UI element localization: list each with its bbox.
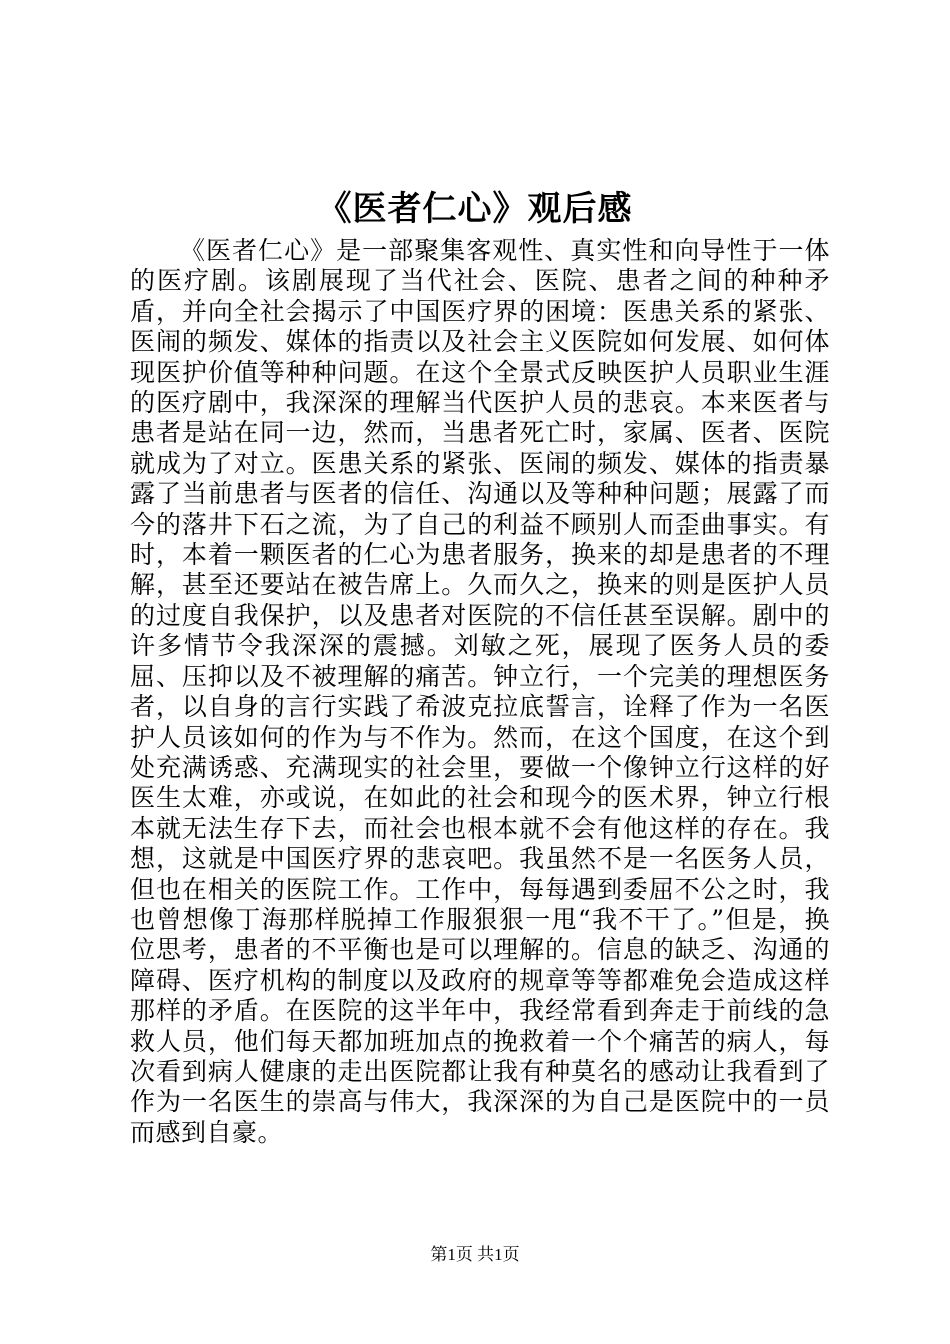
page-footer: 第1页 共1页 [430,1245,520,1264]
body-paragraph: 《医者仁心》是一部聚集客观性、真实性和向导性于一体的医疗剧。该剧展现了当代社会、医院、患者之间的种种矛盾，并向全社会揭示了中国医疗界的困境：医患关系的紧张、医闹的频发、媒体的指责以及社会主义医院如何发展、如何体现医护价值等种种问题。在这个全景式反映医护人员职业生涯的医疗剧中，我深深的理解当代医护人员的悲哀。本来医者与患者是站在同一边，然而，当患者死亡时，家属、医者、医院就成为了对立。医患关系的紧张、医闹的频发、媒体的指责暴露了当前患者与医者的信任、沟通以及等种种问题；展露了而今的落井下石之流，为了自己的利益不顾别人而歪曲事实。有时，本着一颗医者的仁心为患者服务，换来的却是患者的不理解，甚至还要站在被告席上。久而久之，换来的则是医护人员的过度自我保护，以及患者对医院的不信任甚至误解。剧中的许多情节令我深深的震撼。刘敏之死，展现了医务人员的委屈、压抑以及不被理解的痛苦。钟立行，一个完美的理想医务者，以自身的言行实践了希波克拉底誓言，诠释了作为一名医护人员该如何的作为与不作为。然而，在这个国度，在这个到处充满诱惑、充满现实的社会里，要做一个像钟立行这样的好医生太难，亦或说，在如此的社会和现今的医术界，钟立行根本就无法生存下去，而社会也根本就不会有他这样的存在。我想，这就是中国医疗界的悲哀吧。我虽然不是一名医务人员，但也在相关的医院工作。工作中，每每遇到委屈不公之时，我也曾想像丁海那样脱掉工作服狠狠一甩“我不干了。”但是，换位思考，患者的不平衡也是可以理解的。信息的缺乏、沟通的障碍、医疗机构的制度以及政府的规章等等都难免会造成这样那样的矛盾。在医院的这半年中，我经常看到奔走于前线的急救人员，他们每天都加班加点的挽救着一个个痛苦的病人，每次看到病人健康的走出医院都让我有种莫名的感动让我看到了作为一名医生的崇高与伟大，我深深的为自己是医院中的一员而感到自豪。 [130,236,830,1147]
document-title: 《医者仁心》观后感 [317,189,633,229]
